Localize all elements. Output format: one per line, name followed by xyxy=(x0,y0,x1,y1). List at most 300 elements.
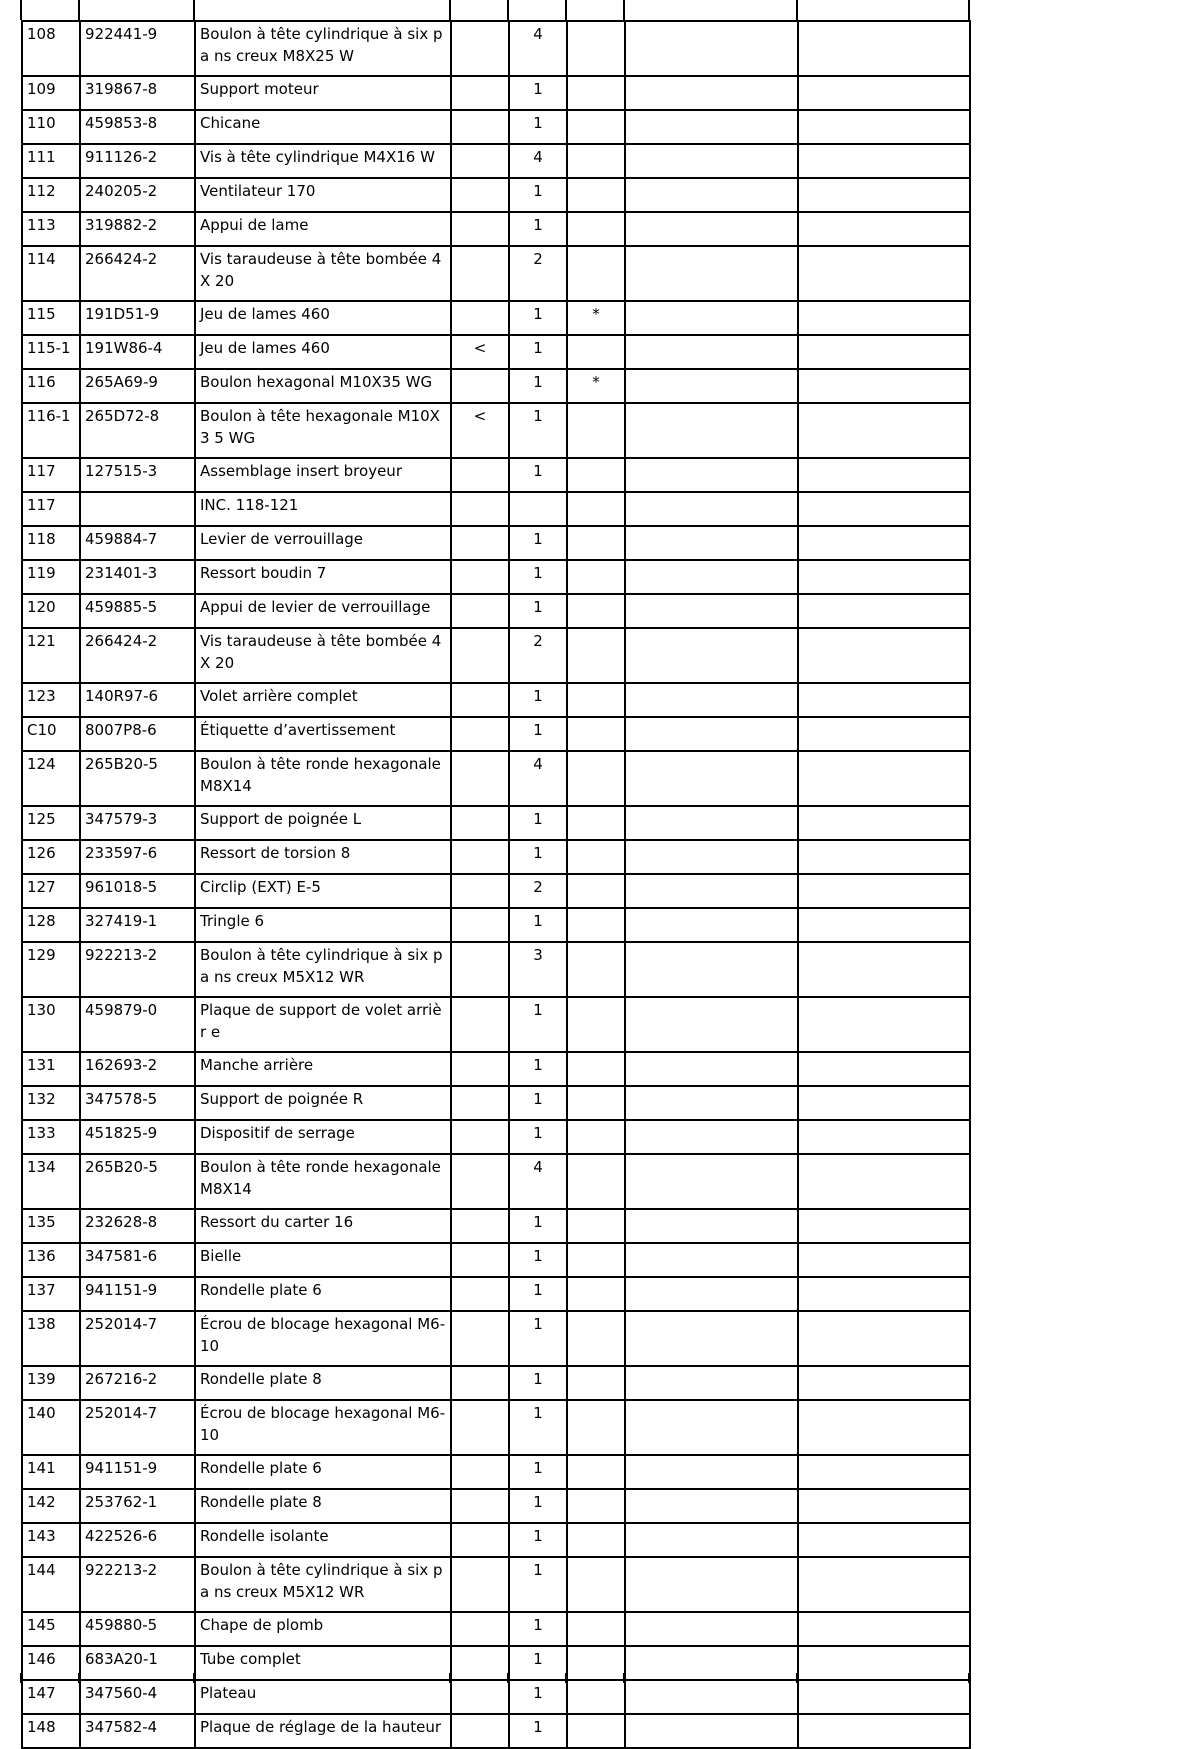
description-cell: Support de poignée R xyxy=(195,1086,451,1120)
quantity-cell: 1 xyxy=(509,1523,567,1557)
note-cell xyxy=(567,628,625,683)
empty-cell xyxy=(798,1209,970,1243)
empty-cell xyxy=(798,1680,970,1714)
note-cell xyxy=(567,1154,625,1209)
part-number-cell: 265D72-8 xyxy=(80,403,195,458)
empty-cell xyxy=(625,1557,798,1612)
item-number-cell: 109 xyxy=(22,76,80,110)
replacement-marker-cell xyxy=(451,1714,509,1748)
table-row xyxy=(22,369,970,403)
empty-cell xyxy=(625,806,798,840)
item-number-cell: 128 xyxy=(22,908,80,942)
part-number-cell: 459879-0 xyxy=(80,997,195,1052)
table-row xyxy=(22,526,970,560)
note-cell xyxy=(567,1489,625,1523)
replacement-marker-cell xyxy=(451,1154,509,1209)
description-cell: Tube complet xyxy=(195,1646,451,1680)
part-number-cell: 265A69-9 xyxy=(80,369,195,403)
empty-cell xyxy=(798,492,970,526)
table-row xyxy=(22,76,970,110)
column-rule xyxy=(565,1673,567,1683)
description-cell: Étiquette d’avertissement xyxy=(195,717,451,751)
empty-cell xyxy=(798,1612,970,1646)
table-row xyxy=(22,717,970,751)
empty-cell xyxy=(798,1120,970,1154)
quantity-cell: 2 xyxy=(509,246,567,301)
part-number-cell: 319882-2 xyxy=(80,212,195,246)
description-cell: Vis taraudeuse à tête bombée 4X 20 xyxy=(195,246,451,301)
empty-cell xyxy=(625,1400,798,1455)
part-number-cell: 267216-2 xyxy=(80,1366,195,1400)
quantity-cell: 1 xyxy=(509,369,567,403)
empty-cell xyxy=(798,594,970,628)
quantity-cell: 1 xyxy=(509,1714,567,1748)
quantity-cell: 4 xyxy=(509,1154,567,1209)
note-cell xyxy=(567,806,625,840)
part-number-cell: 683A20-1 xyxy=(80,1646,195,1680)
description-cell: Ressort boudin 7 xyxy=(195,560,451,594)
part-number-cell: 162693-2 xyxy=(80,1052,195,1086)
quantity-cell: 1 xyxy=(509,1680,567,1714)
empty-cell xyxy=(798,560,970,594)
description-cell: Appui de levier de verrouillage xyxy=(195,594,451,628)
replacement-marker-cell xyxy=(451,1489,509,1523)
empty-cell xyxy=(798,1086,970,1120)
part-number-cell: 233597-6 xyxy=(80,840,195,874)
replacement-marker-cell xyxy=(451,840,509,874)
part-number-cell: 347579-3 xyxy=(80,806,195,840)
table-row xyxy=(22,751,970,806)
note-cell xyxy=(567,908,625,942)
empty-cell xyxy=(625,1052,798,1086)
replacement-marker-cell xyxy=(451,717,509,751)
replacement-marker-cell xyxy=(451,1311,509,1366)
empty-cell xyxy=(625,492,798,526)
quantity-cell xyxy=(509,492,567,526)
part-number-cell: 347581-6 xyxy=(80,1243,195,1277)
part-number-cell: 232628-8 xyxy=(80,1209,195,1243)
description-cell: Tringle 6 xyxy=(195,908,451,942)
description-cell: Boulon à tête ronde hexagonale M8X14 xyxy=(195,751,451,806)
item-number-cell: 139 xyxy=(22,1366,80,1400)
table-row xyxy=(22,1209,970,1243)
part-number-cell: 140R97-6 xyxy=(80,683,195,717)
quantity-cell: 1 xyxy=(509,594,567,628)
replacement-marker-cell xyxy=(451,178,509,212)
empty-cell xyxy=(798,403,970,458)
column-rule xyxy=(78,1673,80,1683)
part-number-cell: 265B20-5 xyxy=(80,1154,195,1209)
replacement-marker-cell xyxy=(451,458,509,492)
empty-cell xyxy=(625,144,798,178)
item-number-cell: 137 xyxy=(22,1277,80,1311)
part-number-cell: 347578-5 xyxy=(80,1086,195,1120)
empty-cell xyxy=(798,1489,970,1523)
table-row xyxy=(22,246,970,301)
quantity-cell: 1 xyxy=(509,526,567,560)
empty-cell xyxy=(798,1311,970,1366)
note-cell xyxy=(567,212,625,246)
empty-cell xyxy=(798,840,970,874)
item-number-cell: 111 xyxy=(22,144,80,178)
replacement-marker-cell xyxy=(451,1400,509,1455)
quantity-cell: 1 xyxy=(509,1209,567,1243)
empty-cell xyxy=(798,908,970,942)
part-number-cell: 922441-9 xyxy=(80,21,195,76)
note-cell xyxy=(567,246,625,301)
item-number-cell: 129 xyxy=(22,942,80,997)
replacement-marker-cell: < xyxy=(451,403,509,458)
quantity-cell: 1 xyxy=(509,178,567,212)
replacement-marker-cell xyxy=(451,21,509,76)
description-cell: Support de poignée L xyxy=(195,806,451,840)
item-number-cell: 141 xyxy=(22,1455,80,1489)
description-cell: Boulon à tête cylindrique à six pa ns creux M5X12 WR xyxy=(195,1557,451,1612)
table-row xyxy=(22,212,970,246)
empty-cell xyxy=(798,683,970,717)
table-row xyxy=(22,1612,970,1646)
empty-cell xyxy=(625,178,798,212)
quantity-cell: 1 xyxy=(509,1086,567,1120)
empty-cell xyxy=(625,1120,798,1154)
quantity-cell: 1 xyxy=(509,301,567,335)
empty-cell xyxy=(625,1366,798,1400)
item-number-cell: 127 xyxy=(22,874,80,908)
empty-cell xyxy=(625,683,798,717)
part-number-cell: 922213-2 xyxy=(80,1557,195,1612)
note-cell xyxy=(567,594,625,628)
part-number-cell: 231401-3 xyxy=(80,560,195,594)
empty-cell xyxy=(798,942,970,997)
replacement-marker-cell xyxy=(451,942,509,997)
column-rule xyxy=(78,0,80,20)
description-cell: Assemblage insert broyeur xyxy=(195,458,451,492)
empty-cell xyxy=(625,21,798,76)
empty-cell xyxy=(625,594,798,628)
table-row xyxy=(22,1120,970,1154)
description-cell: Plateau xyxy=(195,1680,451,1714)
description-cell: Volet arrière complet xyxy=(195,683,451,717)
table-row xyxy=(22,21,970,76)
empty-cell xyxy=(798,1366,970,1400)
part-number-cell: 127515-3 xyxy=(80,458,195,492)
note-cell xyxy=(567,1120,625,1154)
empty-cell xyxy=(625,1277,798,1311)
replacement-marker-cell: < xyxy=(451,335,509,369)
item-number-cell: 136 xyxy=(22,1243,80,1277)
quantity-cell: 3 xyxy=(509,942,567,997)
note-cell xyxy=(567,1277,625,1311)
replacement-marker-cell xyxy=(451,301,509,335)
item-number-cell: 123 xyxy=(22,683,80,717)
table-row xyxy=(22,1489,970,1523)
item-number-cell: 126 xyxy=(22,840,80,874)
description-cell: Boulon à tête hexagonale M10X3 5 WG xyxy=(195,403,451,458)
empty-cell xyxy=(625,1455,798,1489)
replacement-marker-cell xyxy=(451,1052,509,1086)
item-number-cell: 112 xyxy=(22,178,80,212)
empty-cell xyxy=(625,1086,798,1120)
quantity-cell: 1 xyxy=(509,1400,567,1455)
note-cell xyxy=(567,1366,625,1400)
empty-cell xyxy=(798,110,970,144)
table-row xyxy=(22,1523,970,1557)
replacement-marker-cell xyxy=(451,212,509,246)
note-cell xyxy=(567,840,625,874)
quantity-cell: 4 xyxy=(509,21,567,76)
item-number-cell: 133 xyxy=(22,1120,80,1154)
table-row xyxy=(22,1557,970,1612)
column-rule xyxy=(968,0,970,20)
note-cell xyxy=(567,526,625,560)
empty-cell xyxy=(625,335,798,369)
replacement-marker-cell xyxy=(451,110,509,144)
item-number-cell: 131 xyxy=(22,1052,80,1086)
empty-cell xyxy=(798,458,970,492)
empty-cell xyxy=(798,301,970,335)
part-number-cell: 941151-9 xyxy=(80,1277,195,1311)
empty-cell xyxy=(798,1714,970,1748)
quantity-cell: 1 xyxy=(509,1052,567,1086)
replacement-marker-cell xyxy=(451,1523,509,1557)
note-cell xyxy=(567,997,625,1052)
table-row xyxy=(22,1366,970,1400)
replacement-marker-cell xyxy=(451,144,509,178)
description-cell: Jeu de lames 460 xyxy=(195,335,451,369)
part-number-cell: 922213-2 xyxy=(80,942,195,997)
column-rule xyxy=(20,1673,22,1683)
item-number-cell: 121 xyxy=(22,628,80,683)
note-cell xyxy=(567,144,625,178)
table-row xyxy=(22,628,970,683)
replacement-marker-cell xyxy=(451,874,509,908)
item-number-cell: 142 xyxy=(22,1489,80,1523)
parts-list xyxy=(21,20,971,1749)
item-number-cell: 146 xyxy=(22,1646,80,1680)
quantity-cell: 4 xyxy=(509,751,567,806)
replacement-marker-cell xyxy=(451,683,509,717)
part-number-cell: 459884-7 xyxy=(80,526,195,560)
part-number-cell: 319867-8 xyxy=(80,76,195,110)
replacement-marker-cell xyxy=(451,1366,509,1400)
item-number-cell: 135 xyxy=(22,1209,80,1243)
table-row xyxy=(22,1052,970,1086)
item-number-cell: 113 xyxy=(22,212,80,246)
empty-cell xyxy=(798,178,970,212)
description-cell: Ressort de torsion 8 xyxy=(195,840,451,874)
quantity-cell: 1 xyxy=(509,840,567,874)
item-number-cell: 124 xyxy=(22,751,80,806)
empty-cell xyxy=(625,1311,798,1366)
part-number-cell: 252014-7 xyxy=(80,1400,195,1455)
replacement-marker-cell xyxy=(451,628,509,683)
part-number-cell: 961018-5 xyxy=(80,874,195,908)
empty-cell xyxy=(798,144,970,178)
part-number-cell: 347560-4 xyxy=(80,1680,195,1714)
table-row xyxy=(22,908,970,942)
description-cell: Rondelle plate 6 xyxy=(195,1277,451,1311)
replacement-marker-cell xyxy=(451,1277,509,1311)
item-number-cell: 117 xyxy=(22,458,80,492)
description-cell: Dispositif de serrage xyxy=(195,1120,451,1154)
quantity-cell: 1 xyxy=(509,1277,567,1311)
table-row xyxy=(22,1277,970,1311)
quantity-cell: 1 xyxy=(509,997,567,1052)
note-cell xyxy=(567,110,625,144)
part-number-cell: 911126-2 xyxy=(80,144,195,178)
note-cell xyxy=(567,1311,625,1366)
description-cell: Bielle xyxy=(195,1243,451,1277)
part-number-cell: 8007P8-6 xyxy=(80,717,195,751)
empty-cell xyxy=(798,212,970,246)
item-number-cell: 120 xyxy=(22,594,80,628)
replacement-marker-cell xyxy=(451,1120,509,1154)
description-cell: Jeu de lames 460 xyxy=(195,301,451,335)
column-rule xyxy=(623,0,625,20)
empty-cell xyxy=(798,1455,970,1489)
item-number-cell: 145 xyxy=(22,1612,80,1646)
note-cell: * xyxy=(567,369,625,403)
table-row xyxy=(22,144,970,178)
quantity-cell: 1 xyxy=(509,683,567,717)
description-cell: Boulon à tête cylindrique à six pa ns creux M8X25 W xyxy=(195,21,451,76)
description-cell: Plaque de support de volet arrièr e xyxy=(195,997,451,1052)
note-cell xyxy=(567,1243,625,1277)
part-number-cell: 191D51-9 xyxy=(80,301,195,335)
empty-cell xyxy=(798,997,970,1052)
table-row xyxy=(22,1086,970,1120)
part-number-cell: 459880-5 xyxy=(80,1612,195,1646)
replacement-marker-cell xyxy=(451,492,509,526)
note-cell xyxy=(567,1680,625,1714)
description-cell: Appui de lame xyxy=(195,212,451,246)
quantity-cell: 1 xyxy=(509,212,567,246)
item-number-cell: 130 xyxy=(22,997,80,1052)
empty-cell xyxy=(625,628,798,683)
description-cell: Support moteur xyxy=(195,76,451,110)
note-cell xyxy=(567,1523,625,1557)
note-cell xyxy=(567,76,625,110)
quantity-cell: 1 xyxy=(509,1646,567,1680)
quantity-cell: 1 xyxy=(509,1366,567,1400)
table-row xyxy=(22,806,970,840)
item-number-cell: 108 xyxy=(22,21,80,76)
empty-cell xyxy=(625,1154,798,1209)
replacement-marker-cell xyxy=(451,1243,509,1277)
empty-cell xyxy=(798,1277,970,1311)
empty-cell xyxy=(798,21,970,76)
item-number-cell: 115 xyxy=(22,301,80,335)
note-cell xyxy=(567,1646,625,1680)
description-cell: Boulon à tête ronde hexagonale M8X14 xyxy=(195,1154,451,1209)
description-cell: Rondelle isolante xyxy=(195,1523,451,1557)
table-row xyxy=(22,1646,970,1680)
replacement-marker-cell xyxy=(451,1086,509,1120)
table-row xyxy=(22,335,970,369)
quantity-cell: 2 xyxy=(509,874,567,908)
quantity-cell: 1 xyxy=(509,1120,567,1154)
quantity-cell: 1 xyxy=(509,1489,567,1523)
empty-cell xyxy=(625,526,798,560)
item-number-cell: 115-1 xyxy=(22,335,80,369)
note-cell xyxy=(567,1455,625,1489)
empty-cell xyxy=(625,908,798,942)
replacement-marker-cell xyxy=(451,1612,509,1646)
part-number-cell: 459853-8 xyxy=(80,110,195,144)
empty-cell xyxy=(798,1557,970,1612)
quantity-cell: 1 xyxy=(509,110,567,144)
quantity-cell: 1 xyxy=(509,458,567,492)
description-cell: Rondelle plate 6 xyxy=(195,1455,451,1489)
replacement-marker-cell xyxy=(451,908,509,942)
column-rule xyxy=(449,0,451,20)
replacement-marker-cell xyxy=(451,1680,509,1714)
replacement-marker-cell xyxy=(451,560,509,594)
table-row xyxy=(22,1455,970,1489)
empty-cell xyxy=(625,1523,798,1557)
replacement-marker-cell xyxy=(451,526,509,560)
part-number-cell xyxy=(80,492,195,526)
quantity-cell: 1 xyxy=(509,806,567,840)
description-cell: Boulon à tête cylindrique à six pa ns creux M5X12 WR xyxy=(195,942,451,997)
table-row xyxy=(22,997,970,1052)
description-cell: Écrou de blocage hexagonal M6- 10 xyxy=(195,1400,451,1455)
table-row xyxy=(22,301,970,335)
empty-cell xyxy=(625,1646,798,1680)
item-number-cell: 119 xyxy=(22,560,80,594)
part-number-cell: 265B20-5 xyxy=(80,751,195,806)
column-rule xyxy=(507,1673,509,1683)
empty-cell xyxy=(625,1612,798,1646)
empty-cell xyxy=(625,1680,798,1714)
description-cell: Plaque de réglage de la hauteur xyxy=(195,1714,451,1748)
empty-cell xyxy=(798,717,970,751)
column-rule xyxy=(968,1673,970,1683)
note-cell xyxy=(567,1612,625,1646)
replacement-marker-cell xyxy=(451,806,509,840)
column-rule xyxy=(193,0,195,20)
quantity-cell: 2 xyxy=(509,628,567,683)
item-number-cell: 125 xyxy=(22,806,80,840)
empty-cell xyxy=(625,1243,798,1277)
part-number-cell: 266424-2 xyxy=(80,628,195,683)
item-number-cell: 132 xyxy=(22,1086,80,1120)
table-row xyxy=(22,594,970,628)
item-number-cell: 148 xyxy=(22,1714,80,1748)
table-row xyxy=(22,560,970,594)
empty-cell xyxy=(798,806,970,840)
item-number-cell: 114 xyxy=(22,246,80,301)
quantity-cell: 1 xyxy=(509,908,567,942)
quantity-cell: 1 xyxy=(509,335,567,369)
replacement-marker-cell xyxy=(451,1646,509,1680)
empty-cell xyxy=(625,458,798,492)
column-rule xyxy=(449,1673,451,1683)
description-cell: Vis taraudeuse à tête bombée 4X 20 xyxy=(195,628,451,683)
empty-cell xyxy=(625,403,798,458)
item-number-cell: 144 xyxy=(22,1557,80,1612)
replacement-marker-cell xyxy=(451,76,509,110)
replacement-marker-cell xyxy=(451,369,509,403)
empty-cell xyxy=(798,1154,970,1209)
empty-cell xyxy=(798,526,970,560)
item-number-cell: 116 xyxy=(22,369,80,403)
part-number-cell: 347582-4 xyxy=(80,1714,195,1748)
note-cell xyxy=(567,874,625,908)
empty-cell xyxy=(798,874,970,908)
column-rule xyxy=(193,1673,195,1683)
table-row xyxy=(22,492,970,526)
